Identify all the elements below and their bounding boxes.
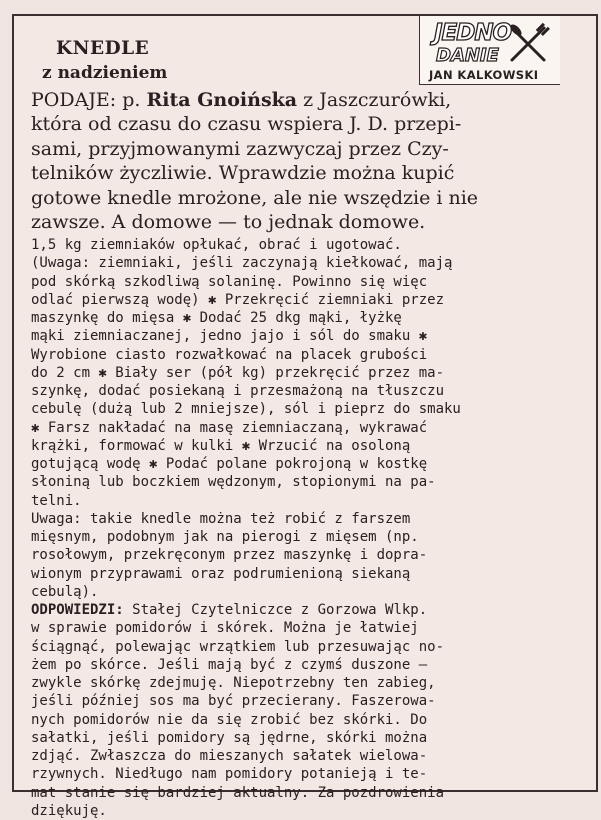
logo-word-jedno: JEDNO xyxy=(434,20,512,46)
answers-line: zdjąć. Zwłaszcza do mieszanych sałatek wielowa- xyxy=(31,748,428,764)
article-body xyxy=(31,236,591,820)
note-section xyxy=(31,510,591,601)
recipe-line: ✱ Farsz nakładać na masę ziemniaczaną, wykrawać xyxy=(31,419,428,436)
recipe-line: 1,5 kg ziemniaków opłukać, obrać i ugotować. xyxy=(31,237,402,253)
recipe-line: krążki, formować w kulki ✱ Wrzucić na osoloną xyxy=(31,437,411,454)
recipe-line: mąki ziemniaczanej, jedno jajo i sól do smaku ✱ xyxy=(31,328,428,345)
recipe-subtitle: z nadzieniem xyxy=(42,63,168,83)
answers-first-rest: Stałej Czytelniczce z Gorzowa Wlkp. xyxy=(123,602,428,618)
logo-word-danie: DANIE xyxy=(436,45,499,66)
intro-line: gotowe knedle mrożone, ale nie wszędzie i nie xyxy=(31,186,479,209)
intro-line: telników życzliwie. Wprawdzie można kupić xyxy=(31,162,455,185)
note-line: wionym przyprawami oraz podrumienioną siekaną xyxy=(31,565,411,582)
intro-line: sami, przyjmowanymi zazwyczaj przez Czy- xyxy=(31,137,449,160)
answers-line: dziękuję. xyxy=(31,802,107,819)
author-name: JAN KALKOWSKI xyxy=(429,68,539,82)
note-line: cebulą). xyxy=(31,583,99,600)
answers-line: rzywnych. Niedługo nam pomidory potanieją i te- xyxy=(31,766,428,783)
intro-paragraph xyxy=(31,88,591,234)
answers-line: jeśli później sos ma być przecierany. Faszerowa- xyxy=(31,693,436,710)
contributor-name: Rita Gnoińska xyxy=(146,89,298,111)
recipe-line: telni. xyxy=(31,492,82,509)
recipe-line: Wyrobione ciasto rozwałkować na placek grubości xyxy=(31,346,428,363)
answers-label: ODPOWIEDZI: xyxy=(31,602,124,618)
recipe-line: słoniną lub boczkiem wędzonym, stopionymi na pa- xyxy=(31,474,436,491)
intro-line xyxy=(31,88,591,112)
recipe-line: pod skórką szkodliwą solaninę. Powinno się więc xyxy=(31,273,428,290)
recipe-line: gotującą wodę ✱ Podać polane pokrojoną w kostkę xyxy=(31,456,428,472)
newspaper-clipping xyxy=(12,14,598,819)
answers-line: sałatki, jeśli pomidory są jędrne, skórki można xyxy=(31,729,428,746)
recipe-line: odlać pierwszą wodę) ✱ Przekręcić ziemniaki przez xyxy=(31,291,445,308)
recipe-line: maszynkę do mięsa ✱ Dodać 25 dkg mąki, łyżkę xyxy=(31,310,402,326)
recipe-line: szynkę, dodać posiekaną i przesmażoną na tłuszczu xyxy=(31,383,445,399)
crossed-fork-and-knife-icon xyxy=(506,20,554,66)
answers-line: mat stanie się bardziej aktualny. Za pozdrowienia xyxy=(31,784,445,801)
answers-section xyxy=(31,601,591,820)
note-line: mięsnym, podobnym jak na pierogi z mięsem (np. xyxy=(31,529,419,545)
answers-line: w sprawie pomidorów i skórek. Można je łatwiej xyxy=(31,620,419,637)
recipe-line: do 2 cm ✱ Biały ser (pół kg) przekręcić przez ma- xyxy=(31,364,445,381)
intro-line: zawsze. A domowe — to jednak domowe. xyxy=(31,210,426,233)
answers-line: nych pomidorów nie da się zrobić bez skórki. Do xyxy=(31,711,428,728)
answers-line: żem po skórce. Jeśli mają być z czymś duszone — xyxy=(31,656,428,673)
column-logo xyxy=(419,16,560,85)
intro-lead: PODAJE: p. xyxy=(31,89,147,111)
answers-line: zwykle skórkę zdejmuję. Niepotrzebny ten zabieg, xyxy=(31,675,436,691)
recipe-line: (Uwaga: ziemniaki, jeśli zaczynają kiełkować, mają xyxy=(31,255,453,272)
intro-line: która od czasu do czasu wspiera J. D. przepi- xyxy=(31,113,462,136)
recipe-line: cebulę (dużą lub 2 mniejsze), sól i pieprz do smaku xyxy=(31,401,461,418)
intro-lead-rest: z Jaszczurówki, xyxy=(297,89,452,111)
note-line: Uwaga: takie knedle można też robić z farszem xyxy=(31,510,411,527)
recipe-title: KNEDLE xyxy=(56,38,150,59)
recipe-section xyxy=(31,236,591,510)
answers-line: ściągnąć, polewając wrzątkiem lub przesuwając no- xyxy=(31,638,445,655)
note-line: rosołowym, przekręconym przez maszynkę i dopra- xyxy=(31,547,428,564)
answers-line xyxy=(31,601,591,619)
